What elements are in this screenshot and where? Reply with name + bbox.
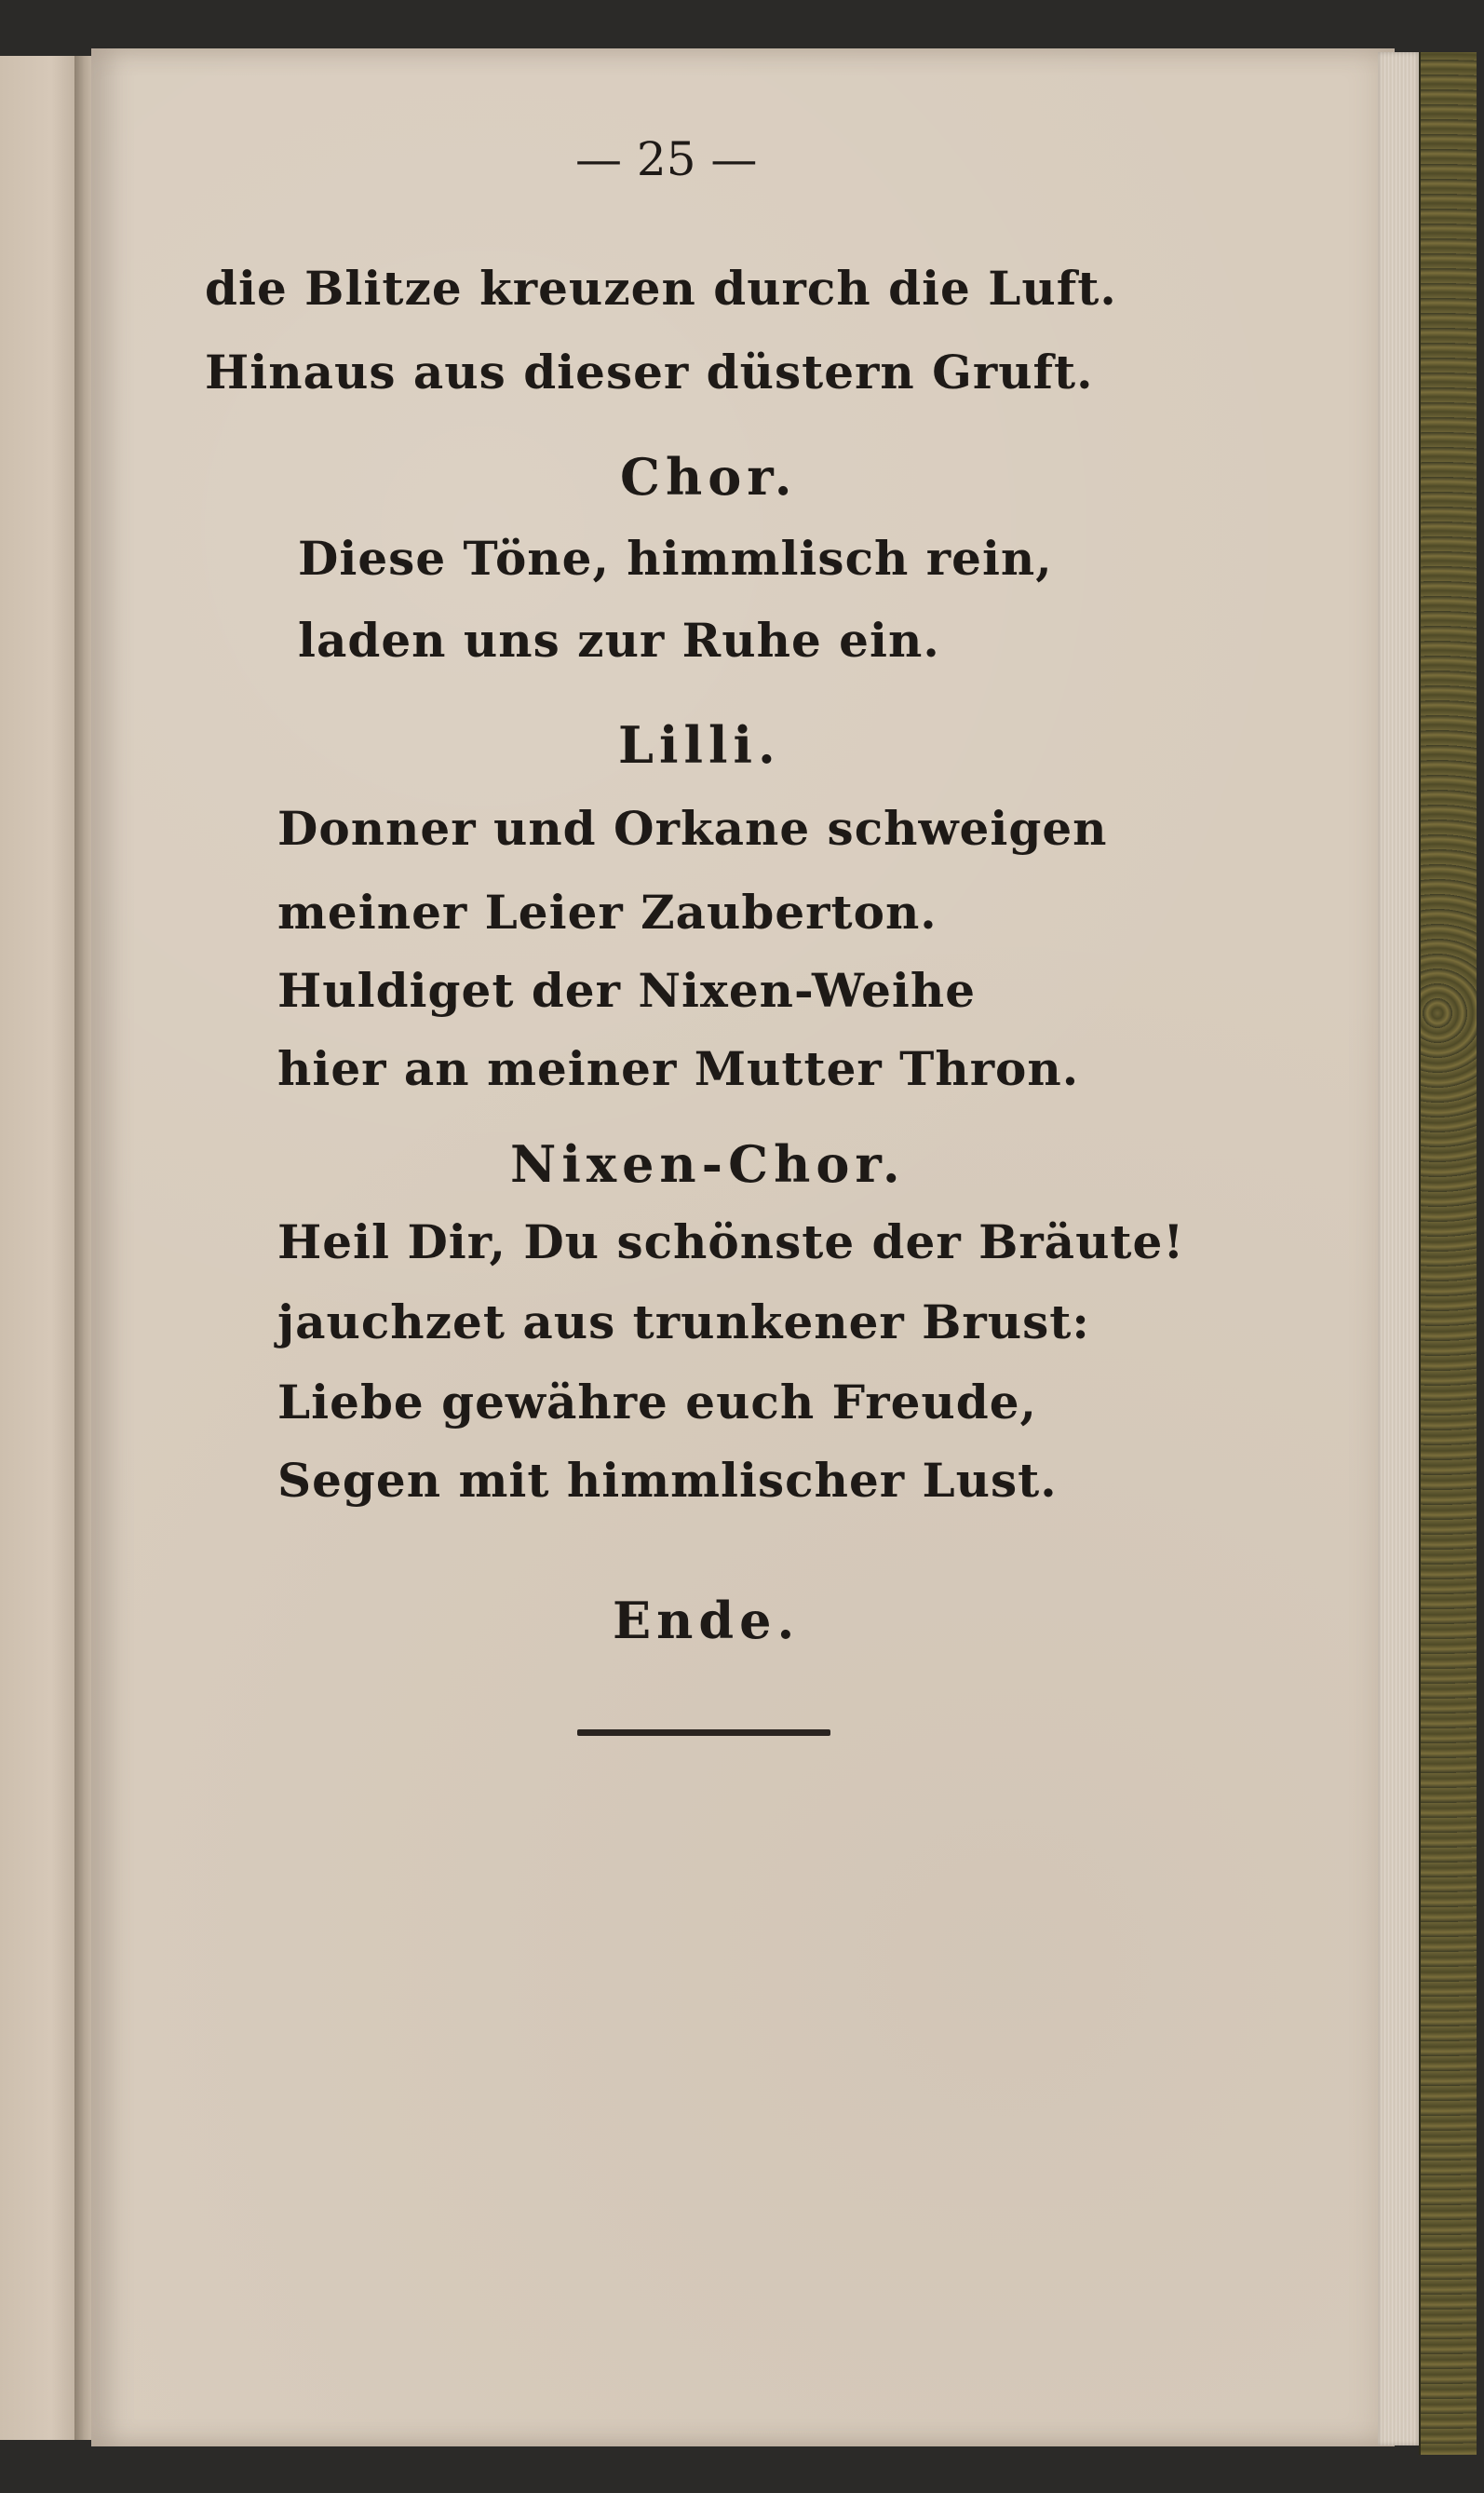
page-number: — 25 — xyxy=(575,132,758,186)
page-content xyxy=(91,48,1395,2446)
text-line: Liebe gewähre euch Freude, xyxy=(277,1375,1037,1429)
text-line: Huldiget der Nixen-Weihe xyxy=(277,963,977,1018)
speaker-heading-lilli: Lilli. xyxy=(618,715,781,775)
text-line: Donner und Orkane schweigen xyxy=(277,801,1108,856)
text-line: laden uns zur Ruhe ein. xyxy=(298,613,940,668)
book-cover-edge xyxy=(1419,52,1477,2455)
text-line: die Blitze kreuzen durch die Luft. xyxy=(205,261,1117,316)
speaker-heading-chor: Chor. xyxy=(620,447,798,507)
text-line: meiner Leier Zauberton. xyxy=(277,885,938,940)
text-line: Segen mit himmlischer Lust. xyxy=(277,1453,1058,1508)
closing-rule xyxy=(577,1729,830,1736)
text-line: Hinaus aus dieser düstern Gruft. xyxy=(205,345,1094,400)
ende-heading: Ende. xyxy=(613,1591,801,1650)
text-line: hier an meiner Mutter Thron. xyxy=(277,1041,1080,1096)
page-block-edges xyxy=(1378,52,1419,2446)
left-facing-page xyxy=(0,56,86,2440)
text-line: Diese Töne, himmlisch rein, xyxy=(298,531,1053,586)
book-page xyxy=(91,48,1395,2446)
text-line: jauchzet aus trunkener Brust: xyxy=(277,1294,1090,1349)
text-line: Heil Dir, Du schönste der Bräute! xyxy=(277,1214,1185,1269)
speaker-heading-nixen-chor: Nixen-Chor. xyxy=(510,1134,906,1194)
